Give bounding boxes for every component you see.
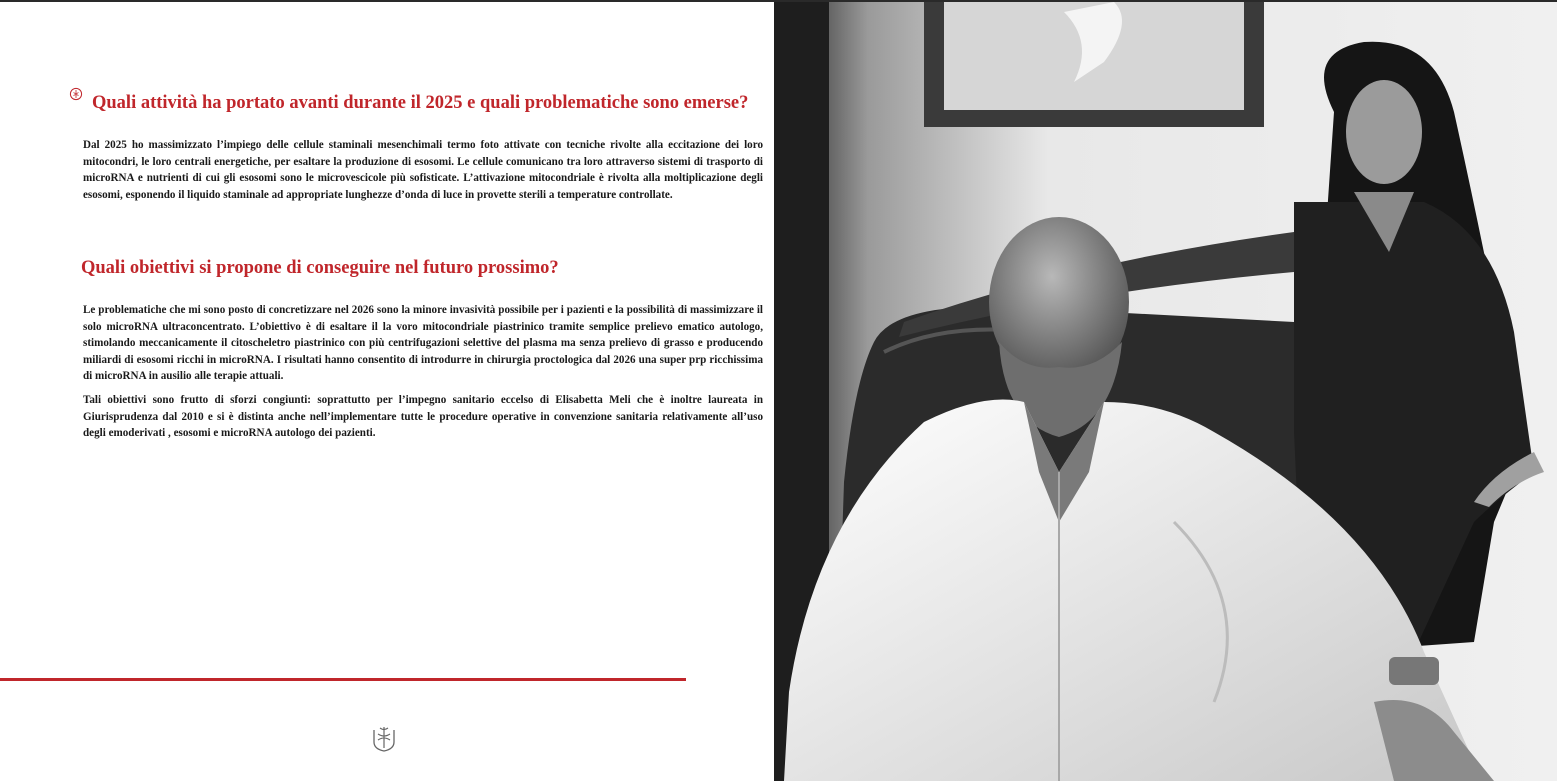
question-heading-1: Quali attività ha portato avanti durante il 2025 e quali problematiche sono emerse? [92, 93, 749, 113]
answer-paragraph-1: Dal 2025 ho massimizzato l’impiego delle cellule staminali mesenchimali termo foto attivate con tecniche rivolte alla eccitazione dei loro mitocondri, le loro centrali energetiche, per esaltare la produzione di esosomi. Le cellule comunicano tra loro attraverso sistemi di trasporto di microRNA e nutrienti di cui gli esosomi sono le microvescicole più sofisticate. L’attivazione mitocondriale è rivolta alla moltiplicazione degli esosomi, esponendo il liquido staminale ad appropriate lunghezze d’onda di luce in provette sterili a temperature controllate. [83, 139, 763, 201]
answer-paragraph-3: Tali obiettivi sono frutto di sforzi congiunti: soprattutto per l’impegno sanitario eccelso di Elisabetta Meli che è inoltre laureata in Giurisprudenza dal 2010 e si è distinta anche nell’implementare tutte le procedure operative in convenzione sanitaria relativamente all’uso degli emoderivati , esosomi e microRNA autologo dei pazienti. [83, 394, 763, 440]
portrait-illustration [774, 2, 1557, 781]
answer-paragraph-2: Le problematiche che mi sono posto di concretizzare nel 2026 sono la minore invasività possibile per i pazienti e la possibilità di massimizzare il solo microRNA ultraconcentrato. L’obiettivo è di esaltare il la voro mitocondriale piastrinico tramite semplice prelievo ematico autologo, stimolando meccanicamente il citoscheletro piastrinico con più centrifugazioni selettive del plasma ma senza prelievo di grasso e producendo miliardi di esosomi ricchi in microRNA. I risultati hanno consentito di introdurre in chirurgia proctologica dal 2026 una super prp ricchissima di microRNA in ausilio alle terapie attuali. [83, 304, 763, 383]
question-heading-2: Quali obiettivi si propone di conseguire nel futuro prossimo? [81, 258, 559, 278]
portrait-photo [774, 2, 1557, 781]
emblem-icon [370, 724, 398, 752]
footer-divider [0, 678, 686, 681]
emblem-icon [69, 87, 83, 101]
